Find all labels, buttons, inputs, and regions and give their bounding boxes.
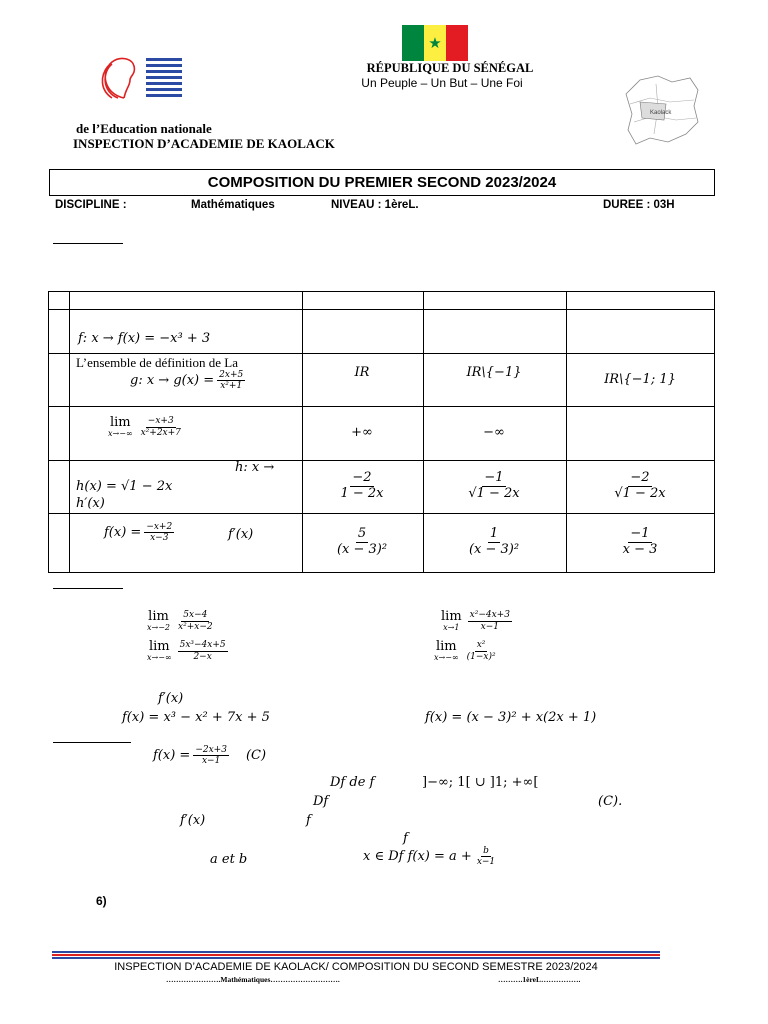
republic-title: RÉPUBLIQUE DU SÉNÉGAL [366, 61, 534, 75]
map-label: Kaolack [650, 110, 672, 116]
row5-answer-c: $\frac{-1}{x - 3}$ [622, 525, 658, 557]
problem-interval: ]−∞; 1[ ∪ ]1; +∞[ [422, 775, 539, 790]
kaolack-map [620, 72, 702, 148]
problem-df-def: Df de f [330, 775, 375, 790]
ministry-name: de l’Education nationale [76, 121, 212, 136]
footer-left: ………………….Mathématiques………………………. [166, 975, 340, 984]
problem-decomposition: x ∈ Df f(x) = a + $\frac{b}{x-1}$ [363, 846, 496, 868]
row2-question-text: L’ensemble de définition de La [76, 355, 238, 370]
row2-answer-a: IR [354, 364, 370, 380]
row2-answer-c: IR\{−1; 1} [604, 371, 676, 387]
row4-h: h(x) = √1 − 2x [76, 479, 173, 494]
exercise3-underline [53, 742, 131, 743]
row5-answer-b: $\frac{1}{\text{(x − 3)²}}$ [468, 525, 520, 557]
motto: Un Peuple – Un But – Une Foi [361, 76, 523, 90]
problem-ab: a et b [210, 852, 248, 867]
level: NIVEAU : 1èreL. [331, 199, 419, 211]
row4-answer-a: $\frac{-2}{1 - 2x}$ [340, 469, 384, 501]
row3-answer-a: +∞ [351, 424, 373, 440]
star-icon: ★ [424, 25, 446, 61]
row4-hprime: h′(x) [76, 496, 105, 511]
row2-answer-b: IR\{−1} [466, 364, 522, 380]
ministry-logo [96, 54, 186, 100]
derivative-f2: f(x) = (x − 3)² + x(2x + 1) [425, 710, 597, 725]
derivative-f1: f(x) = x³ − x² + 7x + 5 [122, 710, 270, 725]
duration: DUREE : 03H [603, 199, 675, 211]
problem-curve: (C). [598, 794, 623, 809]
senegal-flag [402, 25, 468, 61]
limit-1: lim x→−2 $\frac{5x-4}{\text{x²+x−2}}$ [147, 609, 213, 632]
problem-df: Df [313, 794, 329, 809]
exam-title: COMPOSITION DU PREMIER SECOND 2023/2024 [207, 174, 557, 191]
row5-f: f(x) = $\frac{-x+2}{x-3}$ [104, 522, 173, 544]
problem-function: f(x) = $\frac{-2x+3}{x-1}$ (C) [153, 745, 267, 767]
problem-f: f [306, 813, 311, 828]
discipline-label: DISCIPLINE : [55, 199, 127, 211]
derivative-label: f′(x) [158, 691, 184, 706]
exam-title-box [49, 169, 715, 196]
footer-right: ……….1èreL……………. [498, 975, 581, 984]
row3-answer-b: −∞ [483, 424, 505, 440]
exercise2-underline [53, 588, 123, 589]
exercise1-underline [53, 243, 123, 244]
row5-answer-a: $\frac{5}{\text{(x − 3)²}}$ [336, 525, 388, 557]
question-6: 6) [96, 894, 107, 908]
problem-f2: f [403, 831, 408, 846]
subject: Mathématiques [191, 199, 275, 211]
footer-line1: INSPECTION D’ACADEMIE DE KAOLACK/ COMPOSITION DU SECOND SEMESTRE 2023/2024 [114, 961, 598, 973]
limit-2: lim x→−∞ $\frac{\text{5x³−4x+5}}{2-x}$ [147, 639, 226, 662]
row1-question: f: x → f(x) = −x³ + 3 [78, 331, 211, 346]
limit-3: lim x→1 $\frac{\text{x²−4x+3}}{x-1}$ [441, 609, 510, 632]
row4-answer-b: $\frac{-1}{√1 - 2x}$ [468, 469, 520, 501]
footer-rule [52, 951, 660, 959]
row5-fprime: f′(x) [228, 527, 254, 542]
row2-question-math: g: x → g(x) = $\frac{2x+5}{\text{x²+1}}$ [130, 370, 244, 392]
problem-fprime: f′(x) [180, 813, 206, 828]
limit-4: lim x→−∞ $\frac{\text{x²}}{\text{(1−x)²}}$ [434, 639, 496, 662]
inspection-name: INSPECTION D’ACADEMIE DE KAOLACK [73, 136, 335, 151]
row4-answer-c: $\frac{-2}{√1 - 2x}$ [614, 469, 666, 501]
row4-map: h: x → [235, 460, 275, 475]
row3-limit: lim x→−∞ $\frac{-x+3}{\text{x²+2x+7}}$ [108, 415, 181, 438]
